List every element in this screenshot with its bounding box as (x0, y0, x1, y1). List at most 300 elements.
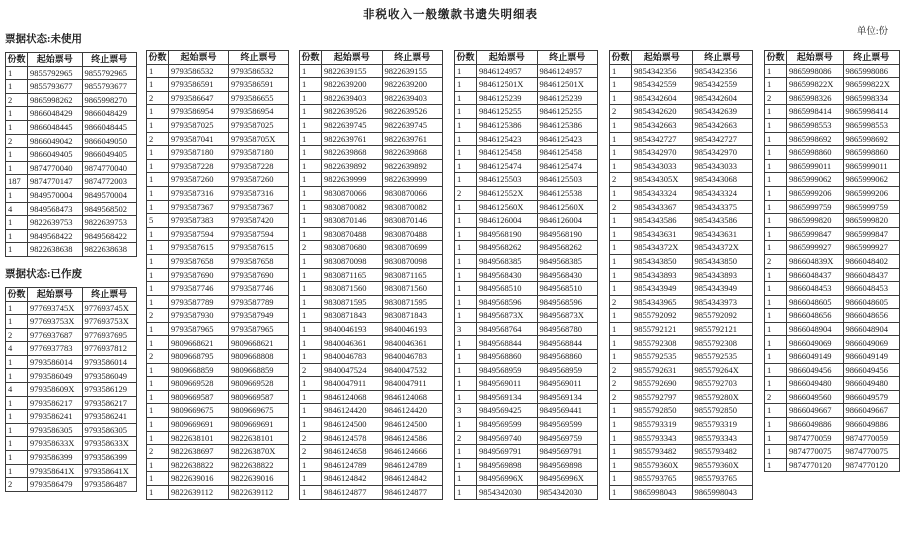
table-row (765, 268, 900, 282)
start-number-cell: 9865998043 (632, 486, 693, 500)
table-row (610, 390, 753, 404)
start-number-cell: 9793587025 (169, 118, 229, 132)
count-cell: 1 (300, 186, 322, 200)
count-cell: 1 (147, 282, 169, 296)
start-number-cell: 9849569740 (477, 431, 538, 445)
column-header: 终止票号 (82, 287, 137, 301)
end-number-cell: 9866048656 (843, 309, 900, 323)
count-cell: 1 (455, 91, 477, 105)
count-cell: 1 (147, 227, 169, 241)
count-cell: 2 (765, 91, 787, 105)
table-row (765, 159, 900, 173)
start-number-cell: 984956873X (477, 309, 538, 323)
end-number-cell: 9854343973 (692, 295, 753, 309)
count-cell: 1 (147, 336, 169, 350)
count-cell: 1 (610, 458, 632, 472)
start-number-cell: 9866049069 (787, 336, 844, 350)
end-number-cell: 9866048437 (843, 268, 900, 282)
end-number-cell: 9854342030 (537, 486, 598, 500)
count-cell: 1 (455, 418, 477, 432)
start-number-cell: 9874770040 (28, 161, 83, 175)
count-cell: 1 (455, 105, 477, 119)
table-row (6, 148, 137, 162)
end-number-cell: 9854342356 (692, 64, 753, 78)
table-row (765, 64, 900, 78)
start-number-cell: 985434305X (632, 173, 693, 187)
start-number-cell: 9865999847 (787, 227, 844, 241)
end-number-cell: 9846125458 (537, 146, 598, 160)
end-number-cell: 9866049480 (843, 377, 900, 391)
table-row (610, 282, 753, 296)
table-row (455, 173, 598, 187)
table-row (147, 322, 289, 336)
end-number-cell: 9793586049 (82, 369, 137, 383)
table-row (610, 105, 753, 119)
start-number-cell: 9854342727 (632, 132, 693, 146)
table-row (147, 64, 289, 78)
count-cell: 1 (455, 78, 477, 92)
start-number-cell: 9854342663 (632, 118, 693, 132)
count-cell: 1 (147, 458, 169, 472)
table-row (610, 214, 753, 228)
end-number-cell: 985434372X (692, 241, 753, 255)
start-number-cell: 9822639403 (322, 91, 383, 105)
ticket-table-unused (5, 52, 137, 257)
end-number-cell: 9849569011 (537, 377, 598, 391)
table-row (300, 254, 443, 268)
start-number-cell: 9822639526 (322, 105, 383, 119)
column-3 (299, 50, 443, 500)
end-number-cell: 9830870488 (382, 227, 443, 241)
count-cell: 1 (455, 173, 477, 187)
count-cell: 1 (765, 431, 787, 445)
header-row (455, 51, 598, 65)
end-number-cell: 977693753X (82, 315, 137, 329)
count-cell: 1 (300, 64, 322, 78)
end-number-cell: 9866048429 (82, 107, 137, 121)
table-row (300, 132, 443, 146)
end-number-cell: 9809668621 (229, 336, 289, 350)
end-number-cell: 9866048402 (843, 254, 900, 268)
start-number-cell: 9855793319 (632, 418, 693, 432)
end-number-cell: 9866049579 (843, 390, 900, 404)
end-number-cell: 9855792308 (692, 336, 753, 350)
end-number-cell: 9840046193 (382, 322, 443, 336)
table-row (147, 486, 289, 500)
header-row (6, 53, 137, 67)
end-number-cell: 9865998334 (843, 91, 900, 105)
count-cell: 1 (765, 200, 787, 214)
table-row (455, 214, 598, 228)
end-number-cell: 9793586655 (229, 91, 289, 105)
table-row (300, 159, 443, 173)
table-row (147, 472, 289, 486)
count-cell: 2 (610, 105, 632, 119)
end-number-cell: 9793587316 (229, 186, 289, 200)
start-number-cell: 9849568596 (477, 295, 538, 309)
table-row (6, 478, 137, 492)
ticket-table-3 (299, 50, 443, 500)
start-number-cell: 977693753X (28, 315, 83, 329)
start-number-cell: 9840046193 (322, 322, 383, 336)
count-cell: 1 (455, 282, 477, 296)
count-cell: 1 (765, 173, 787, 187)
start-number-cell: 9854343893 (632, 268, 693, 282)
end-number-cell: 9866049886 (843, 418, 900, 432)
ticket-table-voided (5, 287, 137, 492)
start-number-cell: 9865998262 (28, 93, 83, 107)
table-row (455, 390, 598, 404)
count-cell: 1 (455, 214, 477, 228)
end-number-cell: 9846124500 (382, 418, 443, 432)
count-cell: 2 (6, 478, 28, 492)
column-header: 起始票号 (28, 53, 83, 67)
start-number-cell: 9849568473 (28, 202, 83, 216)
count-cell: 2 (147, 309, 169, 323)
column-6 (764, 50, 900, 472)
end-number-cell: 9855793482 (692, 445, 753, 459)
table-row (300, 309, 443, 323)
count-cell: 1 (765, 295, 787, 309)
start-number-cell: 9793587594 (169, 227, 229, 241)
count-cell: 1 (6, 161, 28, 175)
table-row (147, 295, 289, 309)
start-number-cell: 9854343850 (632, 254, 693, 268)
start-number-cell: 9855792965 (28, 66, 83, 80)
count-cell: 1 (765, 363, 787, 377)
start-number-cell: 9854343949 (632, 282, 693, 296)
end-number-cell: 9855792121 (692, 322, 753, 336)
start-number-cell: 9849568430 (477, 268, 538, 282)
start-number-cell: 9822639200 (322, 78, 383, 92)
start-number-cell: 9865999011 (787, 159, 844, 173)
table-row (455, 132, 598, 146)
header-row (147, 51, 289, 65)
count-cell: 1 (147, 254, 169, 268)
end-number-cell: 9849569898 (537, 458, 598, 472)
count-cell: 2 (765, 390, 787, 404)
end-number-cell: 9865998043 (692, 486, 753, 500)
table-row (300, 241, 443, 255)
table-row (300, 227, 443, 241)
count-cell: 1 (147, 241, 169, 255)
end-number-cell: 9830870066 (382, 186, 443, 200)
count-cell: 1 (610, 282, 632, 296)
count-cell: 2 (610, 377, 632, 391)
column-header: 份数 (6, 53, 28, 67)
start-number-cell: 9822639155 (322, 64, 383, 78)
table-row (610, 322, 753, 336)
table-row (147, 350, 289, 364)
start-number-cell: 9830870066 (322, 186, 383, 200)
end-number-cell: 9846124666 (382, 445, 443, 459)
end-number-cell: 9855792965 (82, 66, 137, 80)
count-cell: 1 (610, 64, 632, 78)
table-row (610, 350, 753, 364)
table-row (765, 173, 900, 187)
table-row (147, 309, 289, 323)
end-number-cell: 979358641X (82, 464, 137, 478)
table-row (455, 78, 598, 92)
table-row (765, 363, 900, 377)
start-number-cell: 9865998553 (787, 118, 844, 132)
end-number-cell: 9865999759 (843, 200, 900, 214)
start-number-cell: 9840047524 (322, 363, 383, 377)
table-row (610, 173, 753, 187)
count-cell: 1 (610, 418, 632, 432)
header-row (610, 51, 753, 65)
count-cell: 1 (147, 431, 169, 445)
start-number-cell: 986604839X (787, 254, 844, 268)
table-row (300, 173, 443, 187)
table-row (6, 175, 137, 189)
start-number-cell: 9776937687 (28, 328, 83, 342)
start-number-cell: 9855793677 (28, 80, 83, 94)
table-row (6, 423, 137, 437)
count-cell: 1 (147, 146, 169, 160)
count-cell: 1 (765, 377, 787, 391)
end-number-cell: 9849568430 (537, 268, 598, 282)
start-number-cell: 9854343965 (632, 295, 693, 309)
table-row (6, 202, 137, 216)
table-row (147, 431, 289, 445)
end-number-cell: 9854343631 (692, 227, 753, 241)
end-number-cell: 9846125239 (537, 91, 598, 105)
table-row (147, 214, 289, 228)
end-number-cell: 9809668808 (229, 350, 289, 364)
start-number-cell: 9793587789 (169, 295, 229, 309)
table-row (765, 336, 900, 350)
end-number-cell: 9793587615 (229, 241, 289, 255)
count-cell: 2 (147, 445, 169, 459)
end-number-cell: 9854342559 (692, 78, 753, 92)
count-cell: 1 (765, 132, 787, 146)
end-number-cell: 9854342639 (692, 105, 753, 119)
table-row (765, 241, 900, 255)
table-row (455, 309, 598, 323)
end-number-cell: 9822639112 (229, 486, 289, 500)
end-number-cell: 9846125386 (537, 118, 598, 132)
table-row (765, 254, 900, 268)
end-number-cell: 9793586591 (229, 78, 289, 92)
table-row (455, 458, 598, 472)
start-number-cell: 9846125474 (477, 159, 538, 173)
table-row (765, 458, 900, 472)
end-number-cell: 9830870146 (382, 214, 443, 228)
start-number-cell: 9849568422 (28, 229, 83, 243)
start-number-cell: 9846126004 (477, 214, 538, 228)
start-number-cell: 9866048437 (787, 268, 844, 282)
table-row (455, 295, 598, 309)
start-number-cell: 979358633X (28, 437, 83, 451)
start-number-cell: 9866049042 (28, 134, 83, 148)
count-cell: 1 (765, 159, 787, 173)
end-number-cell: 9854343850 (692, 254, 753, 268)
table-row (147, 404, 289, 418)
table-row (455, 404, 598, 418)
end-number-cell: 9874772003 (82, 175, 137, 189)
end-number-cell: 9849569791 (537, 445, 598, 459)
start-number-cell: 9793586954 (169, 105, 229, 119)
start-number-cell: 9793586241 (28, 410, 83, 424)
start-number-cell: 9793587180 (169, 146, 229, 160)
column-header: 起始票号 (787, 51, 844, 65)
table-row (610, 431, 753, 445)
count-cell: 2 (610, 390, 632, 404)
table-row (765, 227, 900, 241)
table-row (147, 458, 289, 472)
start-number-cell: 9866049886 (787, 418, 844, 432)
start-number-cell: 984612552X (477, 186, 538, 200)
count-cell: 1 (147, 159, 169, 173)
end-number-cell: 9830871560 (382, 282, 443, 296)
start-number-cell: 9854343631 (632, 227, 693, 241)
end-number-cell: 9830870699 (382, 241, 443, 255)
end-number-cell: 9865999206 (843, 186, 900, 200)
end-number-cell: 9809669528 (229, 377, 289, 391)
end-number-cell: 9793586954 (229, 105, 289, 119)
start-number-cell: 9793586399 (28, 451, 83, 465)
start-number-cell: 9822639999 (322, 173, 383, 187)
start-number-cell: 9793587316 (169, 186, 229, 200)
start-number-cell: 9846124842 (322, 472, 383, 486)
end-number-cell: 9854342970 (692, 146, 753, 160)
start-number-cell: 9849569898 (477, 458, 538, 472)
table-row (147, 377, 289, 391)
start-number-cell: 9809669528 (169, 377, 229, 391)
end-number-cell: 9855793319 (692, 418, 753, 432)
start-number-cell: 9854343324 (632, 186, 693, 200)
column-header: 终止票号 (843, 51, 900, 65)
end-number-cell: 9866049149 (843, 350, 900, 364)
start-number-cell: 9809669691 (169, 418, 229, 432)
count-cell: 1 (610, 214, 632, 228)
table-row (610, 186, 753, 200)
start-number-cell: 9849568860 (477, 350, 538, 364)
start-number-cell: 9865999927 (787, 241, 844, 255)
start-number-cell: 9849570004 (28, 188, 83, 202)
start-number-cell: 9855793482 (632, 445, 693, 459)
count-cell: 1 (147, 472, 169, 486)
count-cell: 1 (147, 186, 169, 200)
start-number-cell: 9855792690 (632, 377, 693, 391)
end-number-cell: 9793587180 (229, 146, 289, 160)
end-number-cell: 979358705X (229, 132, 289, 146)
count-cell: 1 (300, 254, 322, 268)
count-cell: 1 (147, 173, 169, 187)
table-row (6, 93, 137, 107)
start-number-cell: 9846125458 (477, 146, 538, 160)
table-row (6, 369, 137, 383)
table-row (6, 464, 137, 478)
table-row (455, 431, 598, 445)
count-cell: 2 (610, 200, 632, 214)
end-number-cell: 9793586129 (82, 383, 137, 397)
count-cell: 1 (455, 390, 477, 404)
start-number-cell: 9865998086 (787, 64, 844, 78)
count-cell: 1 (6, 120, 28, 134)
end-number-cell: 9854343893 (692, 268, 753, 282)
table-row (765, 78, 900, 92)
end-number-cell: 9866049456 (843, 363, 900, 377)
count-cell: 1 (147, 78, 169, 92)
end-number-cell: 9849568422 (82, 229, 137, 243)
table-row (300, 445, 443, 459)
table-row (147, 91, 289, 105)
end-number-cell: 9849568860 (537, 350, 598, 364)
count-cell: 1 (610, 350, 632, 364)
column-header: 终止票号 (692, 51, 753, 65)
start-number-cell: 9809669675 (169, 404, 229, 418)
table-row (610, 132, 753, 146)
count-cell: 1 (455, 146, 477, 160)
column-header: 份数 (455, 51, 477, 65)
table-row (610, 336, 753, 350)
start-number-cell: 9854342620 (632, 105, 693, 119)
count-cell: 1 (6, 229, 28, 243)
end-number-cell: 9793587367 (229, 200, 289, 214)
count-cell: 1 (765, 268, 787, 282)
start-number-cell: 9854342970 (632, 146, 693, 160)
table-row (455, 336, 598, 350)
start-number-cell: 9854342030 (477, 486, 538, 500)
count-cell: 2 (147, 91, 169, 105)
start-number-cell: 9846124420 (322, 404, 383, 418)
start-number-cell: 9865998692 (787, 132, 844, 146)
count-cell: 1 (765, 186, 787, 200)
count-cell: 1 (765, 78, 787, 92)
count-cell: 1 (765, 445, 787, 459)
table-row (300, 404, 443, 418)
table-row (455, 159, 598, 173)
count-cell: 1 (300, 336, 322, 350)
end-number-cell: 9854343033 (692, 159, 753, 173)
table-row (455, 200, 598, 214)
end-number-cell: 9866049050 (82, 134, 137, 148)
table-row (6, 229, 137, 243)
end-number-cell: 9830871843 (382, 309, 443, 323)
start-number-cell: 9846124658 (322, 445, 383, 459)
start-number-cell: 9840047911 (322, 377, 383, 391)
table-row (765, 445, 900, 459)
start-number-cell: 9793586591 (169, 78, 229, 92)
table-row (455, 363, 598, 377)
table-row (147, 282, 289, 296)
count-cell: 1 (610, 336, 632, 350)
count-cell: 1 (455, 458, 477, 472)
start-number-cell: 9793587041 (169, 132, 229, 146)
start-number-cell: 9849569011 (477, 377, 538, 391)
count-cell: 1 (765, 282, 787, 296)
column-header: 起始票号 (28, 287, 83, 301)
table-row (765, 91, 900, 105)
count-cell: 1 (610, 91, 632, 105)
count-cell: 1 (455, 118, 477, 132)
start-number-cell: 9793587260 (169, 173, 229, 187)
end-number-cell: 9840047532 (382, 363, 443, 377)
table-row (147, 146, 289, 160)
count-cell: 1 (147, 268, 169, 282)
table-row (455, 64, 598, 78)
start-number-cell: 9840046783 (322, 350, 383, 364)
end-number-cell: 9793587420 (229, 214, 289, 228)
start-number-cell: 984956996X (477, 472, 538, 486)
end-number-cell: 9849568959 (537, 363, 598, 377)
status-label-voided: 票据状态:已作废 (5, 268, 82, 280)
count-cell: 2 (610, 173, 632, 187)
count-cell: 2 (765, 254, 787, 268)
end-number-cell: 9793586014 (82, 355, 137, 369)
